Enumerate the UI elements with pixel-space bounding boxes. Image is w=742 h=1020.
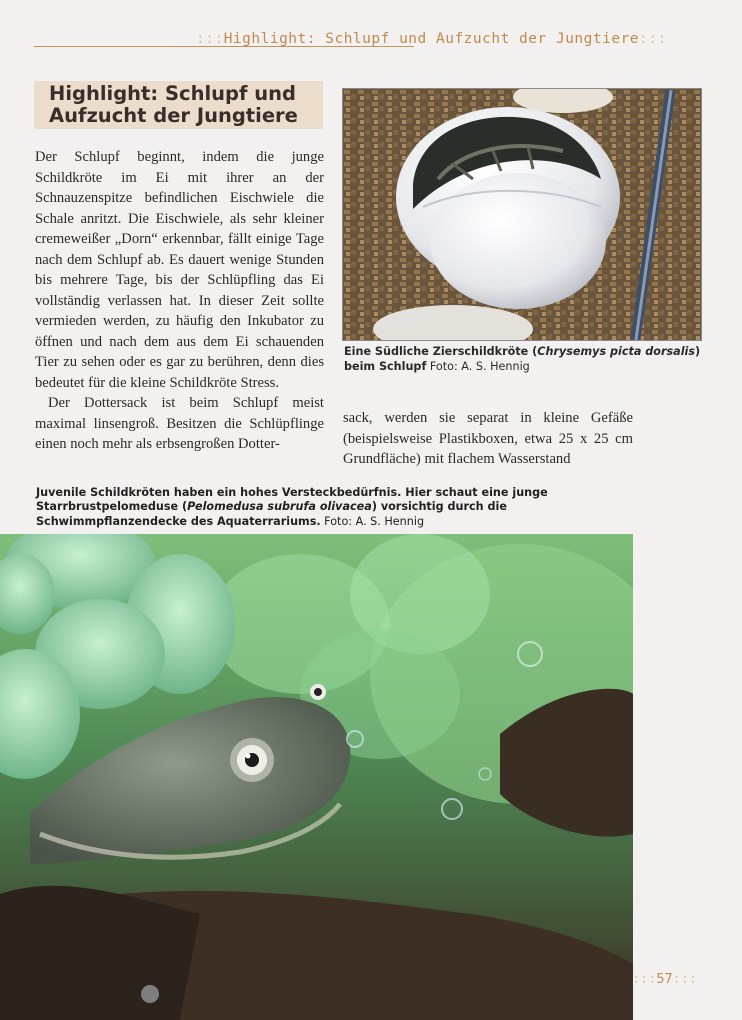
photo-caption-1 bbox=[344, 344, 704, 374]
caption-1-species: Chrysemys picta dorsalis bbox=[537, 345, 696, 358]
page-number-value: 57 bbox=[656, 971, 673, 987]
body-column-2 bbox=[343, 408, 633, 470]
body-paragraph-2: Der Dottersack ist beim Schlupf meist maximal linsengroß. Besitzen die Schlüpflinge einen noch mehr als erbsengroßen Dotter- bbox=[35, 395, 324, 452]
photo-caption-2 bbox=[36, 486, 636, 529]
body-paragraph-1: Der Schlupf beginnt, indem die junge Schildkröte im Ei mit ihrer an der Schnauzenspitze befindlichen Eischwiele die Schale anritzt. Die Eischwiele, als sehr kleiner cremeweißer „Dorn“ erkennbar, fällt einige Tage nach dem Schlupf ab. Es dauert wenige Stunden bis mehrere Tage, bis der Schlüpfling das Ei vollständig verlassen hat. In dieser Zeit sollte vermieden werden, zu häufig den Inkubator zu öffnen und nach dem aus dem Ei schauenden Tier zu sehen oder es gar zu berühren, denn dies bedeutet für die kleine Schildkröte Stress. bbox=[35, 149, 324, 391]
article-heading: Highlight: Schlupf und Aufzucht der Jungtiere bbox=[49, 82, 298, 127]
running-head bbox=[196, 31, 716, 47]
page-number-dots-left: ::: bbox=[632, 971, 657, 987]
caption-1-credit: Foto: A. S. Hennig bbox=[429, 360, 530, 373]
body-column-1 bbox=[35, 147, 324, 455]
caption-1-tail: ) beim Schlupf bbox=[344, 345, 701, 373]
body-paragraph-3: sack, werden sie separat in kleine Gefäße (beispielsweise Plastikboxen, etwa 25 x 25 cm Grundfläche) mit flachem Wasserstand bbox=[343, 410, 633, 467]
caption-1-lead: Eine Südliche Zierschildkröte ( bbox=[344, 345, 538, 358]
caption-2-species: Pelomedusa subrufa olivacea bbox=[187, 500, 372, 514]
caption-2-credit: Foto: A. S. Hennig bbox=[324, 514, 425, 528]
photo-turtle-in-plants bbox=[0, 534, 633, 1020]
article-title-box bbox=[34, 81, 323, 129]
caption-2-lead: Juvenile Schildkröten haben ein hohes Versteckbedürfnis. Hier schaut eine junge Starrbrustpelomeduse ( bbox=[36, 486, 548, 514]
photo-hatching-egg bbox=[342, 88, 702, 341]
page-number bbox=[632, 971, 697, 987]
caption-2-tail: ) vorsichtig durch die Schwimmpflanzendecke des Aquaterrariums. bbox=[36, 500, 507, 528]
running-head-title: Highlight: Schlupf und Aufzucht der Jungtiere bbox=[223, 31, 640, 47]
running-head-dots-right: ::: bbox=[639, 31, 667, 47]
page-number-dots-right: ::: bbox=[672, 971, 698, 987]
running-head-dots-left: ::: bbox=[196, 31, 224, 47]
